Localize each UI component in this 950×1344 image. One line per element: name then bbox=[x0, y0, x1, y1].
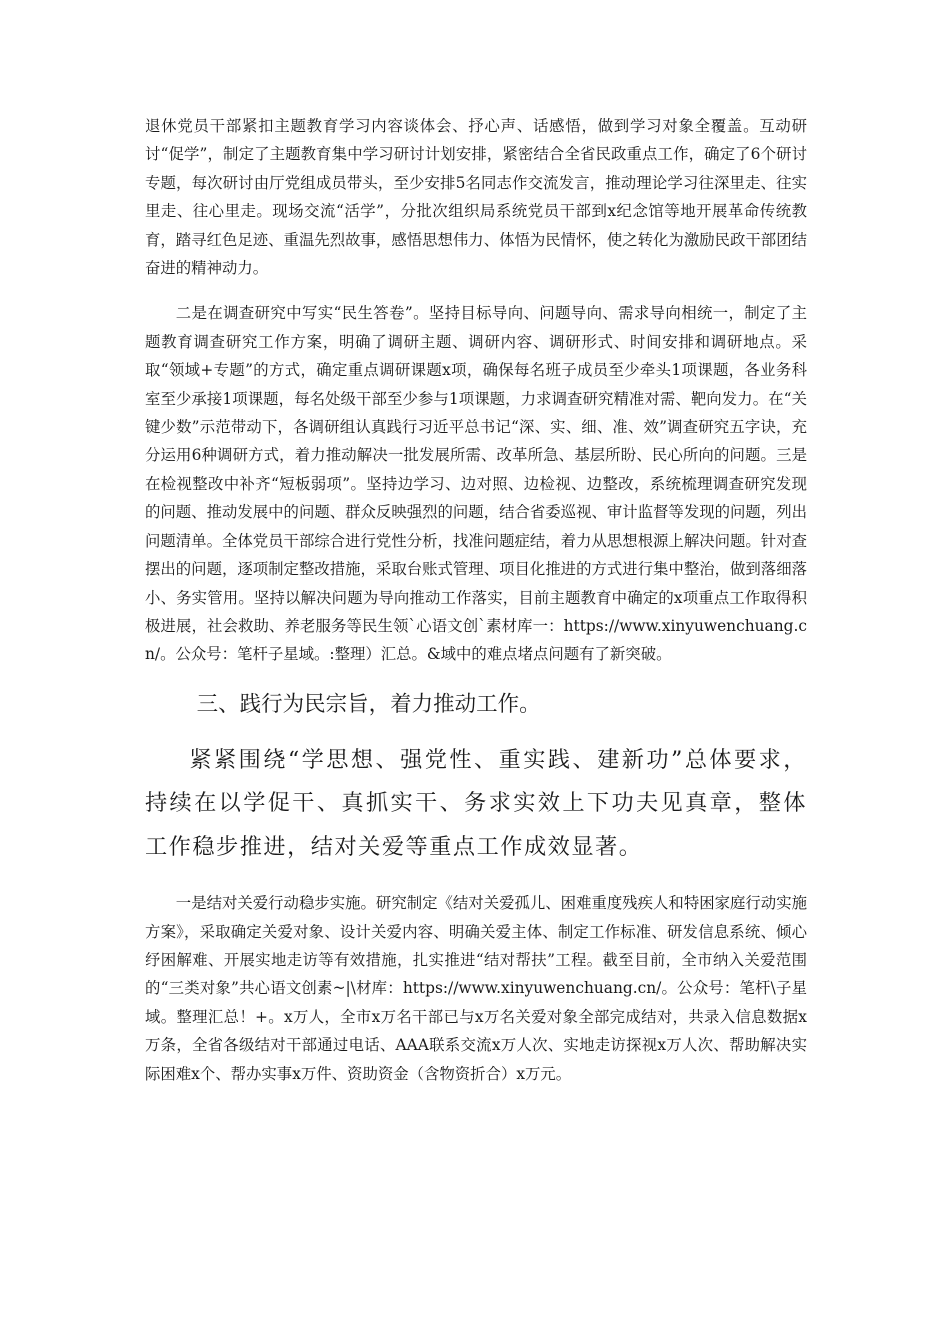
paragraph-overview: 紧紧围绕“学思想、强党性、重实践、建新功”总体要求，持续在以学促干、真抓实干、务求实效上下功夫见真章，整体工作稳步推进，结对关爱等重点工作成效显著。 bbox=[145, 746, 807, 860]
paragraph-study-coverage: 退休党员干部紧扣主题教育学习内容谈体会、抒心声、话感悟，做到学习对象全覆盖。互动研讨“促学”，制定了主题教育集中学习研讨计划安排，紧密结合全省民政重点工作，确定了6个研讨专题，每次研讨由厅党组成员带头，至少安排5名同志作交流发言，推动理论学习往深里走、往实里走、往心里走。现场交流“活学”，分批次组织局系统党员干部到x纪念馆等地开展革命传统教育，踏寻红色足迹、重温先烈故事，感悟思想伟力、体悟为民情怀，使之转化为激励民政干部团结奋进的精神动力。 bbox=[145, 117, 807, 278]
document-page bbox=[145, 112, 807, 1088]
paragraph-research: 二是在调查研究中写实“民生答卷”。坚持目标导向、问题导向、需求导向相统一，制定了主题教育调查研究工作方案，明确了调研主题、调研内容、调研形式、时间安排和调研地点。采取“领域+专题”的方式，确定重点调研课题x项，确保每名班子成员至少牵头1项课题，各业务科室至少承接1项课题，每名处级干部至少参与1项课题，力求调查研究精准对需、靶向发力。在“关键少数”示范带动下，各调研组认真践行习近平总书记“深、实、细、准、效”调查研究五字诀，充分运用6种调研方式，着力推动解决一批发展所需、改革所急、基层所盼、民心所向的问题。三是在检视整改中补齐“短板弱项”。坚持边学习、边对照、边检视、边整改，系统梳理调查研究发现的问题、推动发展中的问题、群众反映强烈的问题，结合省委巡视、审计监督等发现的问题，列出问题清单。全体党员干部综合进行党性分析，找准问题症结，着力从思想根源上解决问题。针对查摆出的问题，逐项制定整改措施，采取台账式管理、项目化推进的方式进行集中整治，做到落细落小、务实管用。坚持以解决问题为导向推动工作落实，目前主题教育中确定的x项重点工作取得积极进展，社会救助、养老服务等民生领`心语文创`素材库一：https://www.xinyuwenchuang.cn/。公众号：笔杆子星域。:整理）汇总。&域中的难点堵点问题有了新突破。 bbox=[145, 304, 807, 664]
paragraph-pairing-care: 一是结对关爱行动稳步实施。研究制定《结对关爱孤儿、困难重度残疾人和特困家庭行动实施方案》，采取确定关爱对象、设计关爱内容、明确关爱主体、制定工作标准、研发信息系统、倾心纾困解难、开展实地走访等有效措施，扎实推进“结对帮扶”工程。截至目前，全市纳入关爱范围的“三类对象”共心语文创素~|\材库：https://www.xinyuwenchuang.cn/。公众号：笔杆\子星域。整理汇总！+。x万人，全市x万名干部已与x万名关爱对象全部完成结对，共录入信息数据x万条，全省各级结对干部通过电话、AAA联系交流x万人次、实地走访探视x万人次、帮助解决实际困难x个、帮办实事x万件、资助资金（含物资折合）x万元。 bbox=[145, 894, 807, 1083]
section-heading-three: 三、践行为民宗旨，着力推动工作。 bbox=[196, 691, 541, 717]
